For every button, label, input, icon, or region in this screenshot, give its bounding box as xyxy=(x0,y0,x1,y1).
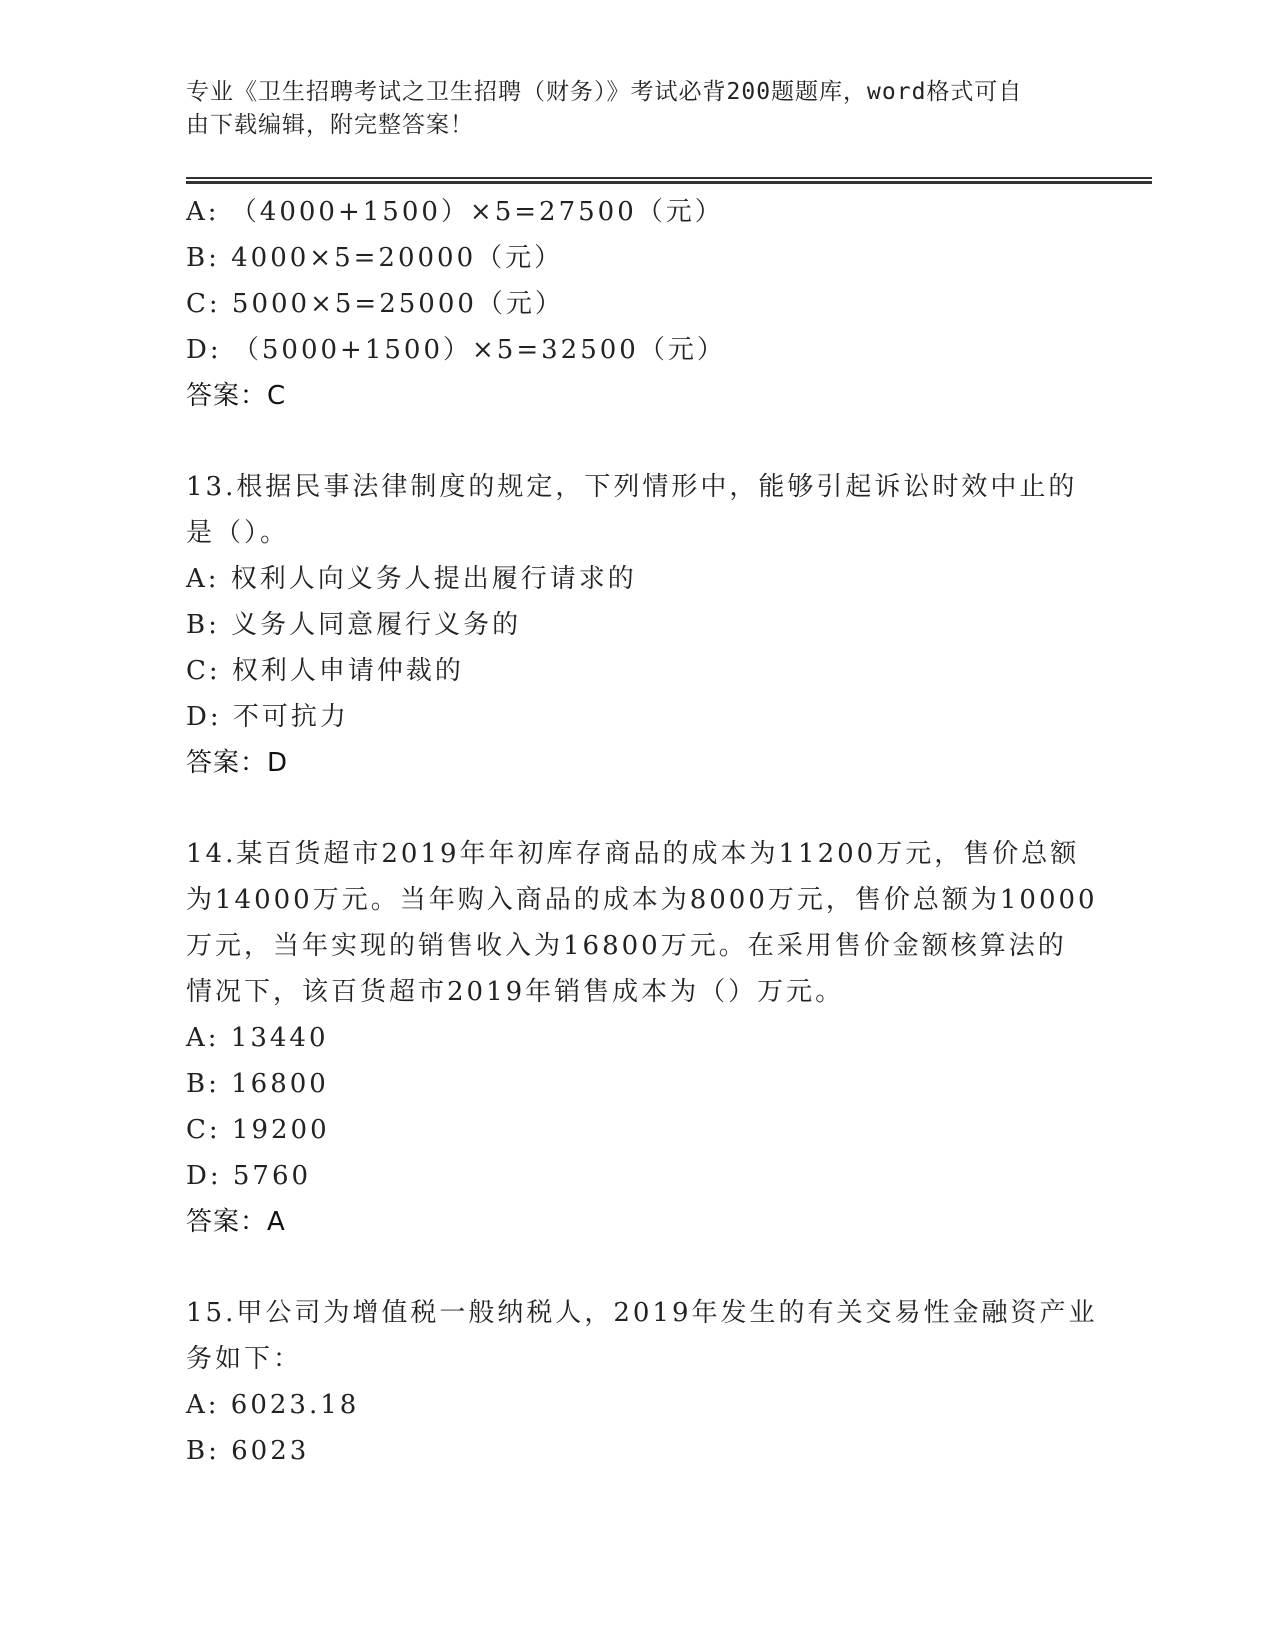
option-a: A: 13440 xyxy=(186,1023,329,1053)
answer-line: 答案：C xyxy=(186,381,287,411)
option-b: B: 4000×5=20000（元） xyxy=(186,243,564,273)
question-13 xyxy=(186,464,1086,786)
question-stem: 万元，当年实现的销售收入为16800万元。在采用售价金额核算法的 xyxy=(186,931,1067,961)
question-spacer xyxy=(186,786,1086,831)
question-stem: 15.甲公司为增值税一般纳税人，2019年发生的有关交易性金融资产业 xyxy=(186,1298,1098,1328)
option-a: A: 6023.18 xyxy=(186,1390,360,1420)
document-header xyxy=(186,76,1066,142)
header-line-2: 由下载编辑，附完整答案！ xyxy=(186,112,474,138)
question-14 xyxy=(186,831,1098,1245)
header-divider-thick xyxy=(186,181,1152,184)
question-spacer xyxy=(186,419,1086,464)
question-stem: 务如下： xyxy=(186,1344,303,1374)
answer-line: 答案：A xyxy=(186,1207,286,1237)
header-line-1: 专业《卫生招聘考试之卫生招聘（财务）》考试必背200题题库，word格式可自 xyxy=(186,79,1023,105)
option-b: B: 义务人同意履行义务的 xyxy=(186,610,522,640)
option-b: B: 6023 xyxy=(186,1436,310,1466)
question-stem: 14.某百货超市2019年年初库存商品的成本为11200万元，售价总额 xyxy=(186,839,1080,869)
question-12 xyxy=(186,189,1086,419)
option-c: C: 19200 xyxy=(186,1115,330,1145)
option-d: D: （5000+1500）×5=32500（元） xyxy=(186,335,726,365)
option-c: C: 5000×5=25000（元） xyxy=(186,289,564,319)
option-b: B: 16800 xyxy=(186,1069,329,1099)
option-c: C: 权利人申请仲裁的 xyxy=(186,656,464,686)
question-15 xyxy=(186,1290,1098,1474)
option-d: D: 5760 xyxy=(186,1161,312,1191)
answer-line: 答案：D xyxy=(186,748,289,778)
question-stem: 13.根据民事法律制度的规定，下列情形中，能够引起诉讼时效中止的 xyxy=(186,472,1078,502)
header-divider-thin xyxy=(186,177,1152,179)
option-a: A: （4000+1500）×5=27500（元） xyxy=(186,197,724,227)
question-stem: 是（）。 xyxy=(186,518,290,548)
option-d: D: 不可抗力 xyxy=(186,702,349,732)
question-stem: 为14000万元。当年购入商品的成本为8000万元，售价总额为10000 xyxy=(186,885,1098,915)
question-list xyxy=(186,189,1098,1474)
question-spacer xyxy=(186,1245,1086,1290)
question-stem: 情况下，该百货超市2019年销售成本为（）万元。 xyxy=(186,977,845,1007)
option-a: A: 权利人向义务人提出履行请求的 xyxy=(186,564,637,594)
